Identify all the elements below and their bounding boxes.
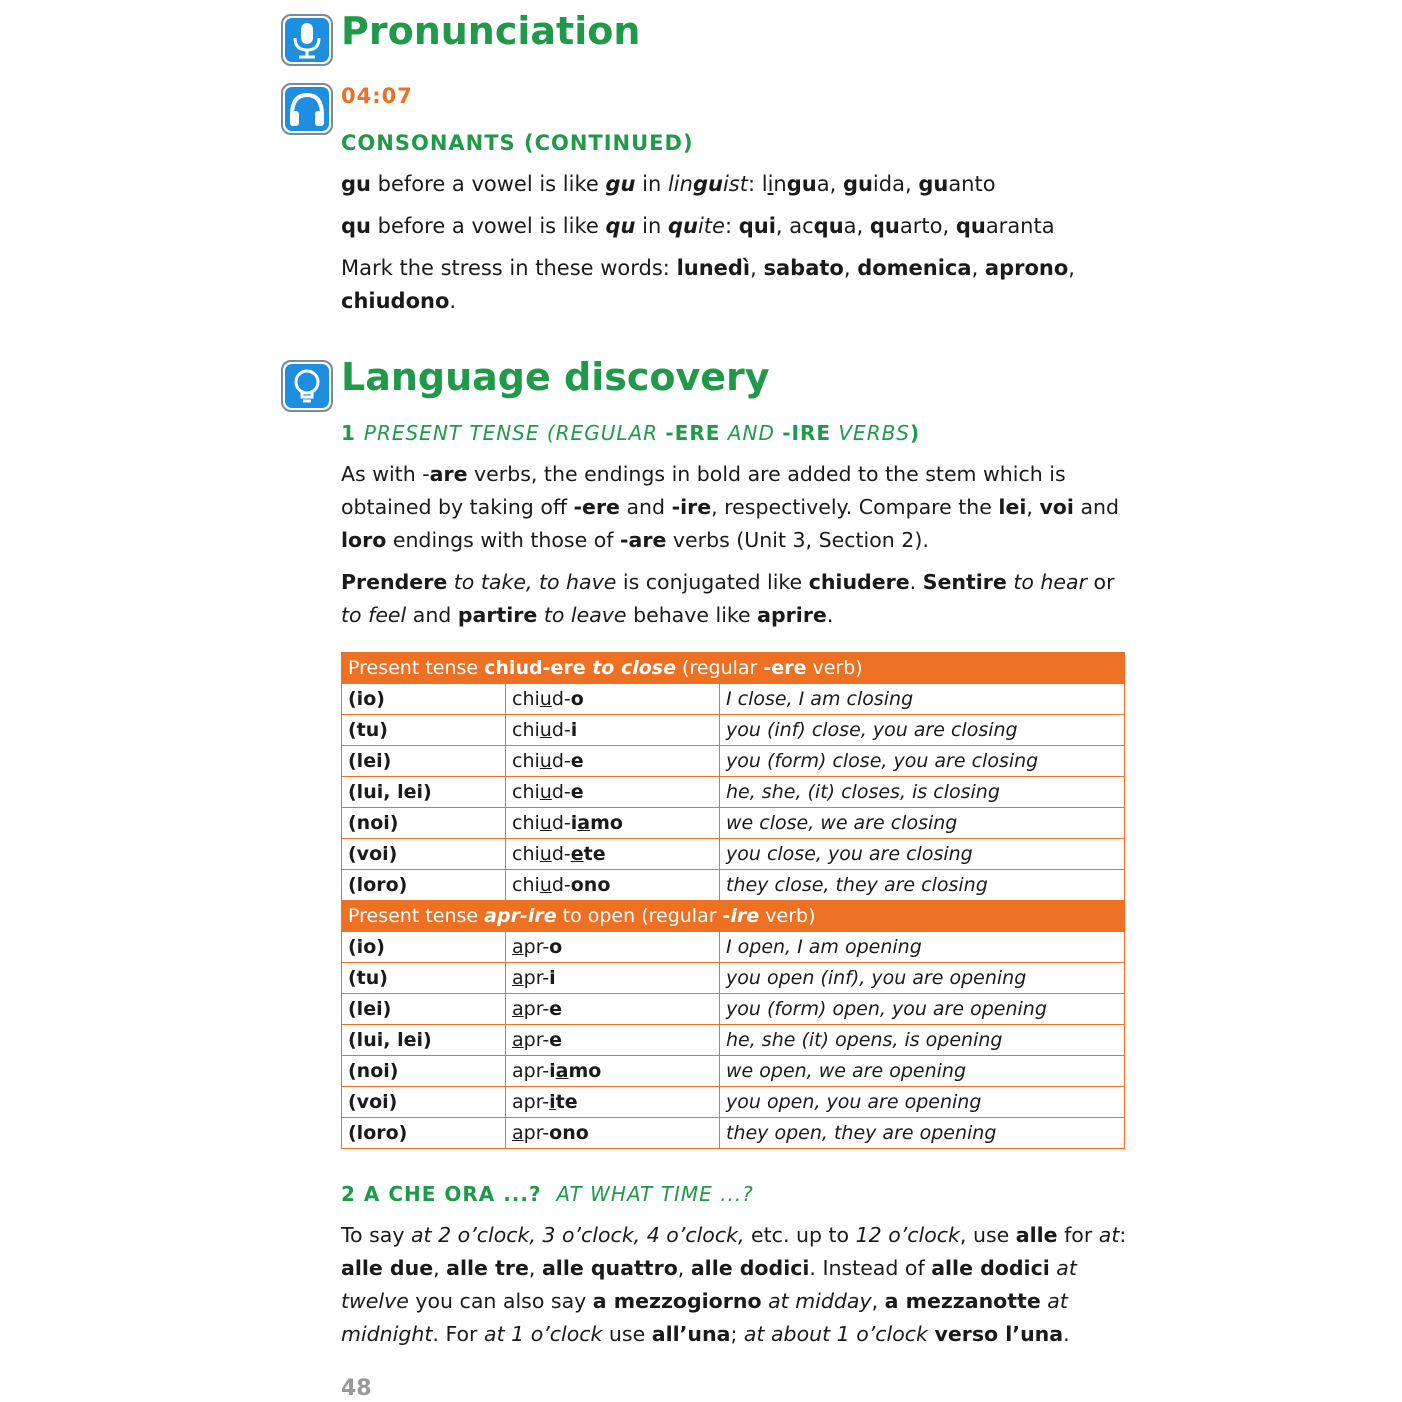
table-row [342,1056,1125,1087]
verb-form-cell [506,994,720,1025]
table-header-chiudere [342,653,1125,684]
meaning-cell: he, she, (it) closes, is closing [720,777,1125,808]
stem-part: pr- [523,1122,550,1144]
stem-part: chi [512,874,540,896]
pronoun-cell: (lui, lei) [342,777,506,808]
ending-part: te [555,1091,578,1113]
ending-part: ono [549,1122,589,1144]
pronoun-cell: (lei) [342,994,506,1025]
stem-part: chi [512,812,540,834]
stem-part: d- [551,781,571,803]
verb-form-cell [506,963,720,994]
stem-part: d- [551,719,571,741]
table-row [342,1118,1125,1149]
pronoun-cell: (loro) [342,1118,506,1149]
pronunciation-title: Pronunciation [341,9,641,53]
table-row [342,808,1125,839]
verb-form-cell [506,1056,720,1087]
stressed-stem-vowel: a [512,936,524,958]
meaning-cell: you open (inf), you are opening [720,963,1125,994]
time-paragraph: To say at 2 o’clock, 3 o’clock, 4 o’clock, etc. up to 12 o’clock, use alle for at: alle due, alle tre, alle quattro, alle dodici. Instead of alle dodici at twelve you can also say a mezzogiorno at midday, a mezzanotte at midnight. For at 1 o’clock use all’una; at about 1 o’clock verso l’una. [341,1223,1127,1346]
table-row [342,870,1125,901]
verb-form-cell [506,870,720,901]
verb-form-cell [506,1087,720,1118]
verb-form-cell [506,1025,720,1056]
ending-part: te [583,843,606,865]
ending-part: e [570,781,584,803]
stem-part: pr- [523,936,550,958]
stem-part: chi [512,688,540,710]
meaning-cell: you open, you are opening [720,1087,1125,1118]
present-tense-paragraph: As with -are verbs, the endings in bold are added to the stem which is obtained by taking off -ere and -ire, respectively. Compare the lei, voi and loro endings with those of -are verbs (Unit 3, Section 2). [341,462,1120,552]
stressed-stem-vowel: u [539,688,552,710]
verb-form-cell [506,777,720,808]
pronoun-cell: (loro) [342,870,506,901]
stem-part: pr- [523,967,550,989]
stem-part: chi [512,719,540,741]
microphone-icon[interactable] [281,14,333,66]
stressed-stem-vowel: u [539,812,552,834]
table-header-cell: Present tense apr-ire to open (regular -ire verb) [342,901,1125,932]
stressed-stem-vowel: a [512,998,524,1020]
meaning-cell: you (form) close, you are closing [720,746,1125,777]
table-row [342,1025,1125,1056]
meaning-cell: you (form) open, you are opening [720,994,1125,1025]
verb-conjugation-table [341,652,1125,1149]
verb-form-cell [506,839,720,870]
verb-form-cell [506,1118,720,1149]
stem-part: chi [512,843,540,865]
stressed-ending-vowel: i [549,1091,556,1113]
pronoun-cell: (tu) [342,963,506,994]
meaning-cell: you close, you are closing [720,839,1125,870]
consonants-subheading: CONSONANTS (CONTINUED) [341,131,694,155]
table-row [342,1087,1125,1118]
meaning-cell: they open, they are opening [720,1118,1125,1149]
pronoun-cell: (io) [342,684,506,715]
meaning-cell: I close, I am closing [720,684,1125,715]
language-discovery-title: Language discovery [341,355,770,399]
meaning-cell: he, she (it) opens, is opening [720,1025,1125,1056]
pronoun-cell: (io) [342,932,506,963]
stem-part: pr- [523,1029,550,1051]
meaning-cell: you (inf) close, you are closing [720,715,1125,746]
table-row [342,963,1125,994]
table-row [342,994,1125,1025]
page-number: 48 [341,1376,372,1401]
stressed-stem-vowel: a [512,1122,524,1144]
stressed-stem-vowel: u [539,719,552,741]
verb-form-cell [506,746,720,777]
stem-part: chi [512,781,540,803]
stressed-stem-vowel: a [512,967,524,989]
stem-part: apr- [512,1060,550,1082]
stem-part: apr- [512,1091,550,1113]
ending-part: mo [590,812,623,834]
stress-exercise: Mark the stress in these words: lunedì, sabato, domenica, aprono, chiudono. [341,256,1075,313]
ending-part: e [549,998,563,1020]
table-row [342,777,1125,808]
ending-part: i [549,1060,556,1082]
lightbulb-icon[interactable] [281,360,333,412]
pronoun-cell: (voi) [342,1087,506,1118]
section1-heading: 1 PRESENT TENSE (REGULAR -ERE AND -IRE VERBS) [341,421,921,445]
qu-rule: qu before a vowel is like qu in quite: qui, acqua, quarto, quaranta [341,214,1055,238]
stem-part: chi [512,750,540,772]
stem-part: d- [551,812,571,834]
verb-form-cell [506,715,720,746]
meaning-cell: I open, I am opening [720,932,1125,963]
stem-part: d- [551,843,571,865]
verb-form-cell [506,684,720,715]
verb-form-cell [506,808,720,839]
headphones-icon[interactable] [281,83,333,135]
ending-part: e [549,1029,563,1051]
pronoun-cell: (noi) [342,1056,506,1087]
conjugation-note-paragraph: Prendere to take, to have is conjugated like chiudere. Sentire to hear or to feel and partire to leave behave like aprire. [341,570,1115,627]
stressed-stem-vowel: u [539,843,552,865]
stressed-stem-vowel: u [539,750,552,772]
stem-part: d- [551,688,571,710]
ending-part: mo [568,1060,602,1082]
stressed-ending-vowel: a [555,1060,569,1082]
table-header-cell: Present tense chiud-ere to close (regular -ere verb) [342,653,1125,684]
ending-part: i [549,967,556,989]
table-header-aprire [342,901,1125,932]
pronoun-cell: (lei) [342,746,506,777]
pronoun-cell: (voi) [342,839,506,870]
stressed-ending-vowel: a [577,812,591,834]
ending-part: ono [570,874,611,896]
meaning-cell: we open, we are opening [720,1056,1125,1087]
table-row [342,684,1125,715]
ending-part: o [570,688,584,710]
stem-part: d- [551,750,571,772]
ending-part: i [570,719,578,741]
stressed-stem-vowel: u [539,874,552,896]
table-row [342,932,1125,963]
gu-rule: gu before a vowel is like gu in linguist: lingua, guida, guanto [341,172,996,196]
section2-heading: 2 A CHE ORA ...? AT WHAT TIME ...? [341,1182,754,1206]
table-row [342,715,1125,746]
stem-part: pr- [523,998,550,1020]
verb-form-cell [506,932,720,963]
stem-part: d- [551,874,571,896]
pronoun-cell: (noi) [342,808,506,839]
ending-part: o [549,936,563,958]
ending-part: i [570,812,578,834]
table-row [342,746,1125,777]
ending-part: e [570,750,584,772]
pronoun-cell: (lui, lei) [342,1025,506,1056]
stressed-ending-vowel: e [570,843,584,865]
audio-track-time: 04:07 [341,84,413,108]
meaning-cell: we close, we are closing [720,808,1125,839]
table-row [342,839,1125,870]
stressed-stem-vowel: u [539,781,552,803]
meaning-cell: they close, they are closing [720,870,1125,901]
stressed-stem-vowel: a [512,1029,524,1051]
pronoun-cell: (tu) [342,715,506,746]
